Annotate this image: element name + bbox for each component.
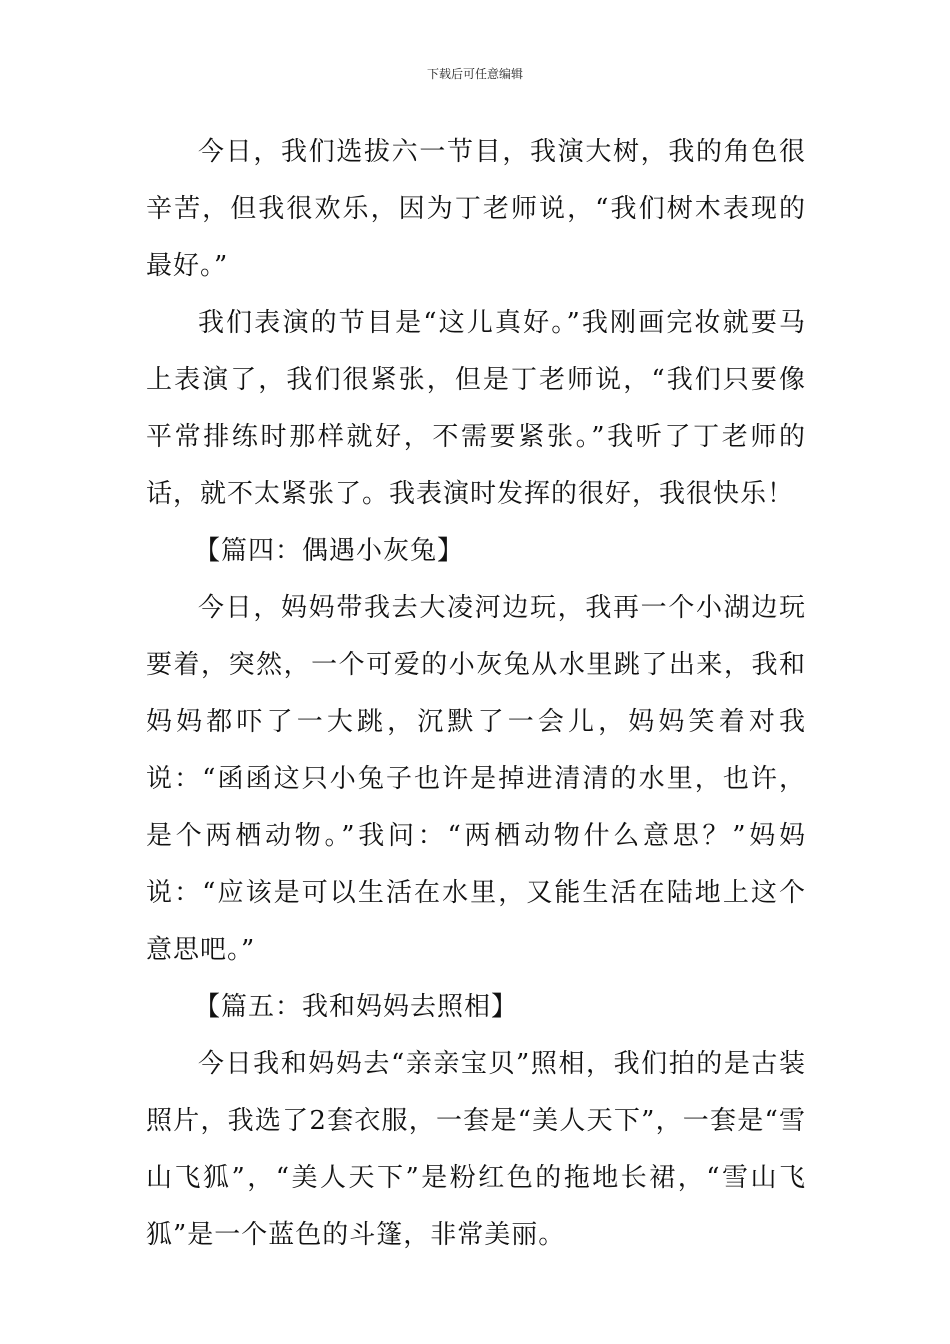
paragraph: 今日我和妈妈去“亲亲宝贝”照相，我们拍的是古装照片，我选了2套衣服，一套是“美人天下”，一套是“雪山飞狐”，“美人天下”是粉红色的拖地长裙，“雪山飞狐”是一个蓝色的斗篷，非常美丽。 — [146, 1049, 806, 1250]
paragraph: 今日，我们选拔六一节目，我演大树，我的角色很辛苦，但我很欢乐，因为丁老师说，“我们树木表现的最好。” — [146, 137, 806, 281]
page-header: 下载后可任意编辑 — [426, 67, 523, 81]
section-heading: 【篇四：偶遇小灰兔】 — [194, 536, 465, 566]
document-body — [146, 124, 806, 1264]
paragraph: 今日，妈妈带我去大凌河边玩，我再一个小湖边玩要着，突然，一个可爱的小灰兔从水里跳了出来，我和妈妈都吓了一大跳，沉默了一会儿，妈妈笑着对我说：“函函这只小兔子也许是掉进清清的水里，也许，是个两栖动物。”我问：“两栖动物什么意思？”妈妈说：“应该是可以生活在水里，又能生活在陆地上这个意思吧。” — [146, 593, 806, 965]
section-heading: 【篇五：我和妈妈去照相】 — [194, 992, 519, 1022]
paragraph: 我们表演的节目是“这儿真好。”我刚画完妆就要马上表演了，我们很紧张，但是丁老师说，“我们只要像平常排练时那样就好，不需要紧张。”我听了丁老师的话，就不太紧张了。我表演时发挥的很好，我很快乐！ — [146, 308, 806, 509]
